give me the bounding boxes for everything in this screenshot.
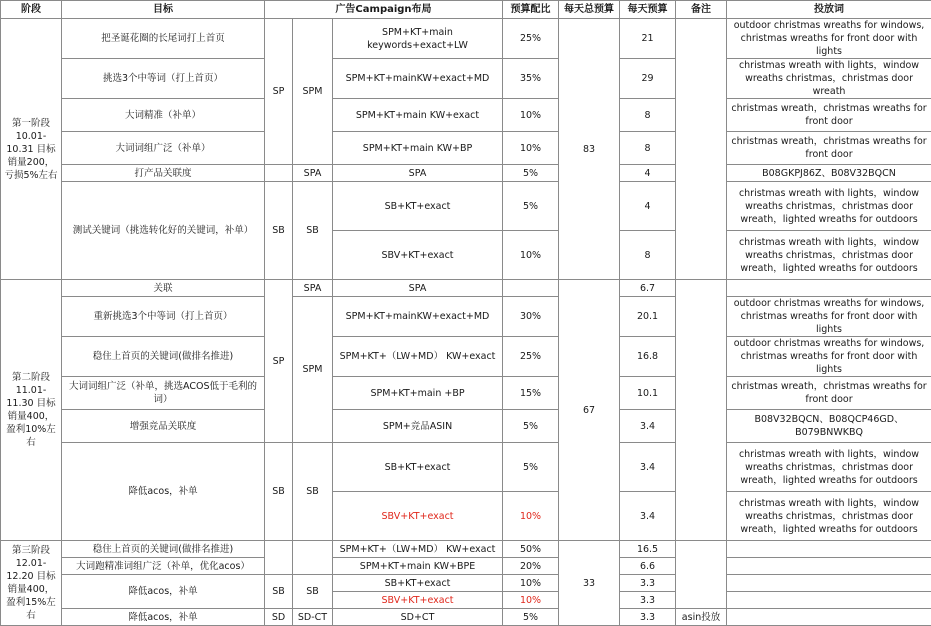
ratio-cell: [503, 280, 559, 297]
header-note: 备注: [676, 1, 727, 19]
ad-type-cell: [265, 165, 293, 182]
header-daily-budget: 每天预算: [620, 1, 676, 19]
campaign-cell: SPM+KT+（LW+MD） KW+exact: [333, 337, 503, 377]
goal-cell: 稳住上首页的关键词(做排名推进): [62, 337, 265, 377]
header-budget-ratio: 预算配比: [503, 1, 559, 19]
campaign-cell: SBV+KT+exact: [333, 492, 503, 541]
campaign-cell: SBV+KT+exact: [333, 592, 503, 609]
ad-subtype-cell: SD-CT: [293, 609, 333, 626]
note-cell: asin投放: [676, 609, 727, 626]
ratio-cell: 10%: [503, 492, 559, 541]
keyword-cell: christmas wreath with lights，window wreaths christmas，christmas door wreath，lighted wreaths for outdoors: [727, 492, 931, 541]
note-cell: [676, 280, 727, 541]
table-row: [1, 541, 931, 558]
keyword-cell: [727, 575, 931, 592]
daily-cell: 3.4: [620, 410, 676, 443]
goal-cell: 降低acos，补单: [62, 443, 265, 541]
daily-cell: 6.6: [620, 558, 676, 575]
campaign-cell: SB+KT+exact: [333, 182, 503, 231]
ad-subtype-cell: SB: [293, 575, 333, 609]
keyword-cell: christmas wreath with lights，window wreaths christmas，christmas door wreath，lighted wreaths for outdoors: [727, 231, 931, 280]
ad-subtype-cell: SPM: [293, 19, 333, 165]
ratio-cell: 5%: [503, 410, 559, 443]
ratio-cell: 35%: [503, 59, 559, 99]
campaign-cell: SPM+KT+main keywords+exact+LW: [333, 19, 503, 59]
campaign-cell: SPM+KT+mainKW+exact+MD: [333, 59, 503, 99]
ratio-cell: 50%: [503, 541, 559, 558]
daily-cell: 29: [620, 59, 676, 99]
ad-subtype-cell: SPA: [293, 280, 333, 297]
keyword-cell: [727, 541, 931, 558]
daily-cell: 21: [620, 19, 676, 59]
stage-label: 第一阶段 10.01-10.31 目标销量200，亏损5%左右: [1, 19, 62, 280]
ratio-cell: 10%: [503, 575, 559, 592]
keyword-cell: outdoor christmas wreaths for windows, christmas wreaths for front door with lights: [727, 297, 931, 337]
campaign-cell: SBV+KT+exact: [333, 231, 503, 280]
keyword-cell: christmas wreath with lights，window wreaths christmas，christmas door wreath，lighted wreaths for outdoors: [727, 182, 931, 231]
ad-subtype-cell: [293, 541, 333, 575]
daily-cell: 3.4: [620, 492, 676, 541]
daily-cell: 16.8: [620, 337, 676, 377]
ad-subtype-cell: SB: [293, 443, 333, 541]
header-campaign-layout: 广告Campaign布局: [265, 1, 503, 19]
campaign-cell: SPM+KT+main KW+BPE: [333, 558, 503, 575]
stage-label: 第二阶段 11.01-11.30 目标销量400，盈利10%左右: [1, 280, 62, 541]
ratio-cell: 10%: [503, 231, 559, 280]
goal-cell: 增强竞品关联度: [62, 410, 265, 443]
ratio-cell: 10%: [503, 99, 559, 132]
ratio-cell: 15%: [503, 377, 559, 410]
keyword-cell: christmas wreath with lights，window wreaths christmas，christmas door wreath: [727, 59, 931, 99]
table-row: [1, 443, 931, 492]
campaign-cell: SB+KT+exact: [333, 575, 503, 592]
keyword-cell: christmas wreath，christmas wreaths for front door: [727, 132, 931, 165]
keyword-cell: [727, 280, 931, 297]
table-row: [1, 182, 931, 231]
goal-cell: 把圣诞花圈的长尾词打上首页: [62, 19, 265, 59]
daily-cell: 3.3: [620, 592, 676, 609]
ratio-cell: 20%: [503, 558, 559, 575]
ad-type-cell: SB: [265, 443, 293, 541]
ad-type-cell: SP: [265, 19, 293, 165]
keyword-cell: christmas wreath，christmas wreaths for front door: [727, 99, 931, 132]
table-row: [1, 558, 931, 575]
ratio-cell: 25%: [503, 19, 559, 59]
table-row: [1, 337, 931, 377]
keyword-cell: [727, 592, 931, 609]
table-row: [1, 99, 931, 132]
ad-subtype-cell: SB: [293, 182, 333, 280]
goal-cell: 稳住上首页的关键词(做排名推进): [62, 541, 265, 558]
goal-cell: 关联: [62, 280, 265, 297]
table-row: [1, 132, 931, 165]
table-row: [1, 280, 931, 297]
keyword-cell: christmas wreath，christmas wreaths for front door: [727, 377, 931, 410]
note-cell: [676, 19, 727, 280]
campaign-cell: SPM+KT+main KW+exact: [333, 99, 503, 132]
goal-cell: 挑选3个中等词（打上首页）: [62, 59, 265, 99]
ad-subtype-cell: SPA: [293, 165, 333, 182]
daily-cell: 6.7: [620, 280, 676, 297]
ad-type-cell: SB: [265, 575, 293, 609]
goal-cell: 大词词组广泛（补单）: [62, 132, 265, 165]
ratio-cell: 25%: [503, 337, 559, 377]
ratio-cell: 10%: [503, 592, 559, 609]
table-row: [1, 59, 931, 99]
daily-cell: 8: [620, 132, 676, 165]
goal-cell: 重新挑选3个中等词（打上首页）: [62, 297, 265, 337]
keyword-cell: outdoor christmas wreaths for windows, christmas wreaths for front door with lights: [727, 19, 931, 59]
ratio-cell: 5%: [503, 165, 559, 182]
campaign-cell: SPM+KT+main KW+BP: [333, 132, 503, 165]
table-row: [1, 609, 931, 626]
daily-cell: 4: [620, 182, 676, 231]
ad-type-cell: SD: [265, 609, 293, 626]
keyword-cell: [727, 609, 931, 626]
table-row: [1, 297, 931, 337]
stage-label: 第三阶段 12.01-12.20 目标销量400，盈利15%左右: [1, 541, 62, 626]
table-row: [1, 377, 931, 410]
campaign-cell: SPA: [333, 165, 503, 182]
ratio-cell: 5%: [503, 182, 559, 231]
campaign-cell: SPM+竞品ASIN: [333, 410, 503, 443]
ad-type-cell: SP: [265, 280, 293, 443]
campaign-cell: SPM+KT+mainKW+exact+MD: [333, 297, 503, 337]
header-daily-total: 每天总预算: [559, 1, 620, 19]
daily-cell: 3.4: [620, 443, 676, 492]
table-row: [1, 19, 931, 59]
daily-cell: 8: [620, 99, 676, 132]
campaign-cell: SD+CT: [333, 609, 503, 626]
ad-subtype-cell: SPM: [293, 297, 333, 443]
header-row: [1, 1, 931, 19]
note-cell: [676, 541, 727, 609]
goal-cell: 大词跑精准词组广泛（补单，优化acos）: [62, 558, 265, 575]
goal-cell: 降低acos，补单: [62, 609, 265, 626]
header-keywords: 投放词: [727, 1, 931, 19]
goal-cell: 大词精准（补单）: [62, 99, 265, 132]
daily-cell: 20.1: [620, 297, 676, 337]
ad-type-cell: [265, 541, 293, 575]
daily-cell: 10.1: [620, 377, 676, 410]
goal-cell: 打产品关联度: [62, 165, 265, 182]
ratio-cell: 30%: [503, 297, 559, 337]
ad-type-cell: SB: [265, 182, 293, 280]
daily-total-cell: 83: [559, 19, 620, 280]
campaign-cell: SPM+KT+（LW+MD） KW+exact: [333, 541, 503, 558]
table-row: [1, 410, 931, 443]
daily-total-cell: 67: [559, 280, 620, 541]
keyword-cell: B08GKPJ86Z、B08V32BQCN: [727, 165, 931, 182]
goal-cell: 大词词组广泛（补单，挑选ACOS低于毛利的词）: [62, 377, 265, 410]
daily-total-cell: 33: [559, 541, 620, 626]
header-goal: 目标: [62, 1, 265, 19]
header-stage: 阶段: [1, 1, 62, 19]
keyword-cell: [727, 558, 931, 575]
keyword-cell: outdoor christmas wreaths for windows, christmas wreaths for front door with lights: [727, 337, 931, 377]
daily-cell: 16.5: [620, 541, 676, 558]
ratio-cell: 5%: [503, 609, 559, 626]
keyword-cell: B08V32BQCN、B08QCP46GD、B079BNWKBQ: [727, 410, 931, 443]
goal-cell: 降低acos，补单: [62, 575, 265, 609]
table-row: [1, 575, 931, 592]
ratio-cell: 5%: [503, 443, 559, 492]
daily-cell: 8: [620, 231, 676, 280]
campaign-cell: SPA: [333, 280, 503, 297]
daily-cell: 4: [620, 165, 676, 182]
goal-cell: 测试关键词（挑选转化好的关键词，补单）: [62, 182, 265, 280]
daily-cell: 3.3: [620, 609, 676, 626]
daily-cell: 3.3: [620, 575, 676, 592]
table-row: [1, 165, 931, 182]
campaign-cell: SB+KT+exact: [333, 443, 503, 492]
campaign-cell: SPM+KT+main +BP: [333, 377, 503, 410]
ratio-cell: 10%: [503, 132, 559, 165]
keyword-cell: christmas wreath with lights，window wreaths christmas，christmas door wreath，lighted wreaths for outdoors: [727, 443, 931, 492]
